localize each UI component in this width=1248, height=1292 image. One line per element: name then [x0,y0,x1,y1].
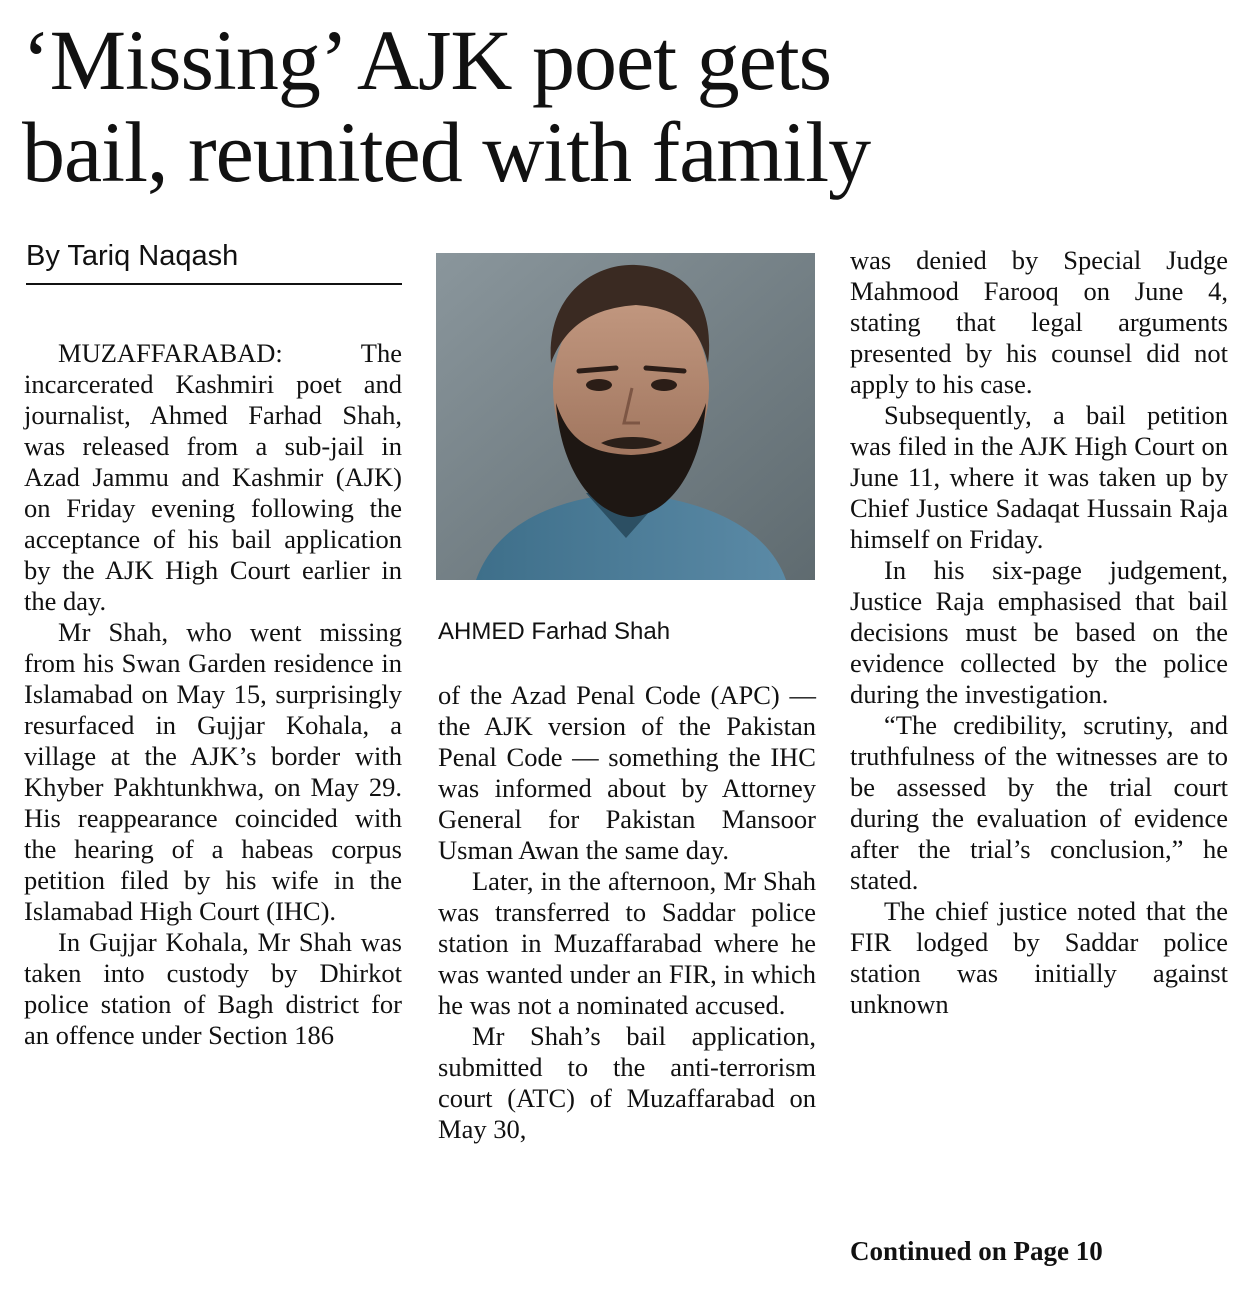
headline-line-2: bail, reunited with family [22,104,871,200]
paragraph: of the Azad Penal Code (APC) — the AJK version of the Pakistan Penal Code — something the IHC was informed about by Attorney General for Pakistan Mansoor Usman Awan the same day. [438,680,816,865]
photo-caption: AHMED Farhad Shah [438,618,671,645]
paragraph: MUZAFFARABAD: The incarcerated Kashmiri poet and journalist, Ahmed Farhad Shah, was released from a sub-jail in Azad Jammu and Kashmir (AJK) on Friday evening following the acceptance of his bail application by the AJK High Court earlier in the day. [24,338,402,616]
headline-line-1: ‘Missing’ AJK poet gets [22,12,832,108]
paragraph: In Gujjar Kohala, Mr Shah was taken into custody by Dhirkot police station of Bagh district for an offence under Section 186 [24,927,402,1050]
paragraph: Subsequently, a bail petition was filed in the AJK High Court on June 11, where it was taken up by Chief Justice Sadaqat Hussain Raja himself on Friday. [850,400,1228,554]
article-column-1 [24,338,402,1051]
continued-on-page-note: Continued on Page 10 [850,1236,1103,1266]
paragraph: Mr Shah, who went missing from his Swan Garden residence in Islamabad on May 15, surprisingly resurfaced in Gujjar Kohala, a village at the AJK’s border with Khyber Pakhtunkhwa, on May 29. His reappearance coincided with the hearing of a habeas corpus petition filed by his wife in the Islamabad High Court (IHC). [24,617,402,926]
paragraph: The chief justice noted that the FIR lodged by Saddar police station was initially against unknown [850,896,1228,1019]
paragraph: Later, in the afternoon, Mr Shah was transferred to Saddar police station in Muzaffarabad where he was wanted under an FIR, in which he was not a nominated accused. [438,866,816,1020]
paragraph: In his six-page judgement, Justice Raja emphasised that bail decisions must be based on the evidence collected by the police during the investigation. [850,555,1228,709]
article-column-3 [850,245,1228,1020]
byline: By Tariq Naqash [26,240,402,285]
paragraph: was denied by Special Judge Mahmood Farooq on June 4, stating that legal arguments presented by his counsel did not apply to his case. [850,245,1228,399]
headline [22,14,1232,198]
portrait-photo [436,253,815,580]
paragraph: Mr Shah’s bail application, submitted to the anti-terrorism court (ATC) of Muzaffarabad on May 30, [438,1021,816,1144]
article-column-2 [438,680,816,1145]
paragraph: “The credibility, scrutiny, and truthfulness of the witnesses are to be assessed by the trial court during the evaluation of evidence after the trial’s conclusion,” he stated. [850,710,1228,895]
